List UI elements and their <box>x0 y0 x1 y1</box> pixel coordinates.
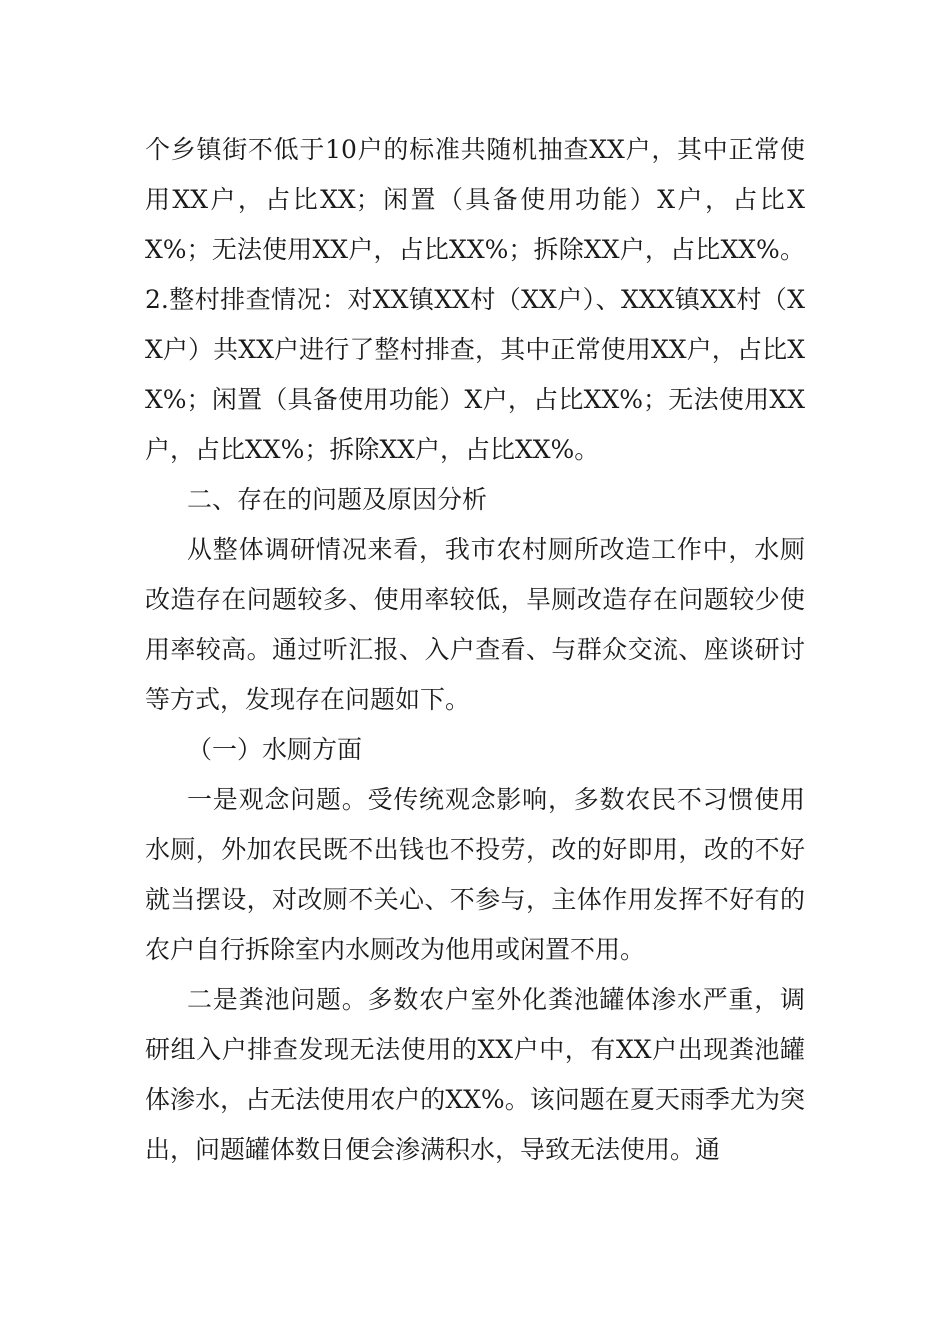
paragraph-mindset-issue: 一是观念问题。受传统观念影响，多数农民不习惯使用水厕，外加农民既不出钱也不投劳，改的好即用，改的不好就当摆设，对改厕不关心、不参与，主体作用发挥不好有的农户自行拆除室内水厕改为他用或闲置不用。 <box>145 785 805 964</box>
subsection-heading-flush-toilets: （一）水厕方面 <box>187 735 363 764</box>
document-body <box>145 125 805 1175</box>
section-heading-problems: 二、存在的问题及原因分析 <box>187 485 488 514</box>
paragraph-septic-tank-issue: 二是粪池问题。多数农户室外化粪池罐体渗水严重，调研组入户排查发现无法使用的XX户中，有XX户出现粪池罐体渗水，占无法使用农户的XX%。该问题在夏天雨季尤为突出，问题罐体数日便会渗满积水，导致无法使用。通 <box>145 985 805 1164</box>
paragraph-survey-results: 个乡镇街不低于10户的标准共随机抽查XX户，其中正常使用XX户，占比XX；闲置（具备使用功能）X户，占比XX%；无法使用XX户，占比XX%；拆除XX户，占比XX%。2.整村排查情况：对XX镇XX村（XX户）、XXX镇XX村（XX户）共XX户进行了整村排查，其中正常使用XX户，占比XX%；闲置（具备使用功能）X户，占比XX%；无法使用XX户，占比XX%；拆除XX户，占比XX%。 <box>145 135 805 464</box>
paragraph-overview: 从整体调研情况来看，我市农村厕所改造工作中，水厕改造存在问题较多、使用率较低，旱厕改造存在问题较少使用率较高。通过听汇报、入户查看、与群众交流、座谈研讨等方式，发现存在问题如下。 <box>145 535 805 714</box>
